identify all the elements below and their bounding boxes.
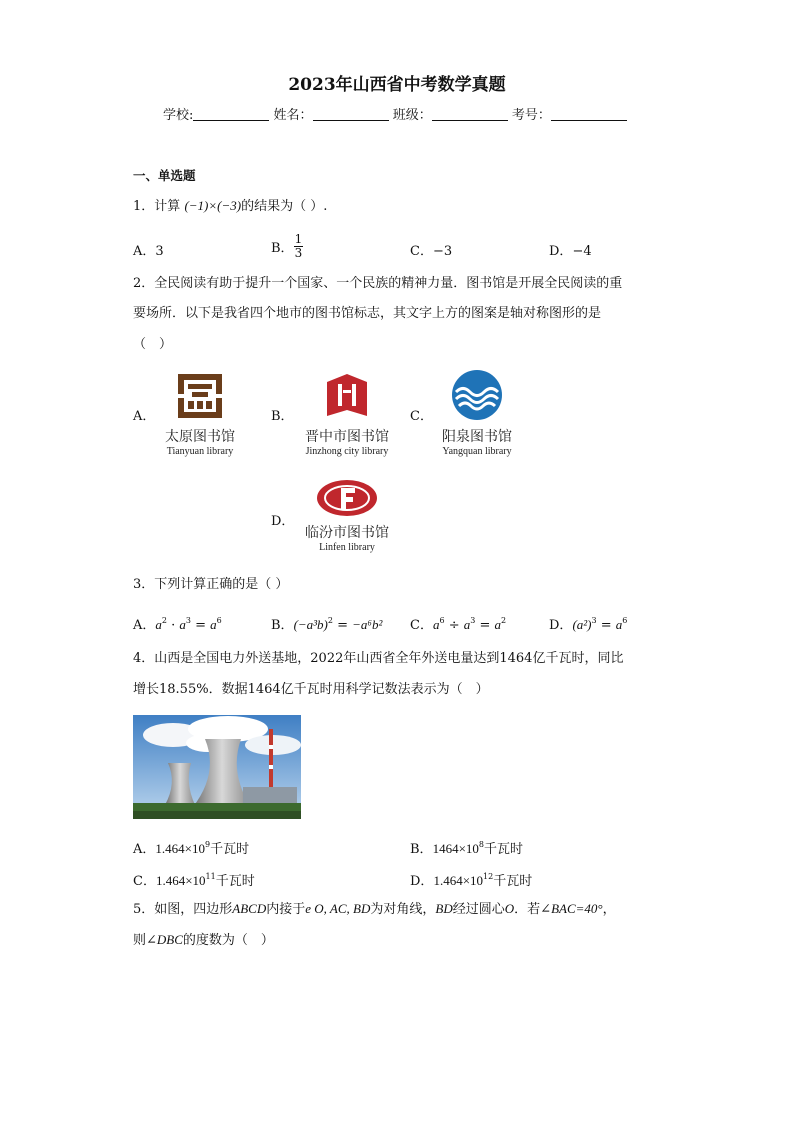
q1-number: 1．: [133, 199, 155, 214]
q3-option-d[interactable]: D．$(a^2)^3 = a^6$: [549, 616, 628, 633]
question-3: 3．下列计算正确的是（ ）: [133, 577, 289, 592]
q3-option-c[interactable]: C．$a^6 \div a^3 = a^2$: [410, 616, 507, 633]
section-heading: 一、单选题: [133, 168, 196, 183]
tianyuan-name-cn: 太原图书馆: [165, 429, 235, 445]
fraction: $\frac{1}{3}$: [294, 232, 303, 260]
q3-option-a[interactable]: A．$a^2 \cdot a^3 = a^6$: [133, 616, 222, 633]
q4-option-b[interactable]: B．$1464\times 10^8$千瓦时: [410, 840, 524, 857]
linfen-name-en: Linfen library: [319, 542, 375, 553]
q1-option-c[interactable]: C．−3: [410, 244, 453, 259]
q5-line-2: 则∠DBC的度数为（ ）: [133, 932, 274, 948]
exam-no-blank[interactable]: [551, 107, 627, 121]
q5-line-1: 5．如图，四边形ABCD内接于e O, AC, BD为对角线，BD经过圆心O．若∠BAC=40°，: [133, 901, 616, 917]
q1-prefix: 计算: [154, 199, 181, 214]
q4-line-2: 增长18.55%．数据1464亿千瓦时用科学记数法表示为（ ）: [133, 682, 489, 697]
q2-option-c-label[interactable]: C．: [410, 409, 433, 424]
yangquan-logo-icon: [450, 368, 504, 422]
q2-line-1: 2．全民阅读有助于提升一个国家、一个民族的精神力量．图书馆是开展全民阅读的重: [133, 276, 623, 291]
student-info-line: [163, 104, 627, 123]
q1-expression: (−1)×(−3): [184, 198, 242, 213]
name-label: 姓名：: [273, 108, 313, 123]
question-1: [133, 198, 327, 215]
q2-line-2: 要场所．以下是我省四个地市的图书馆标志，其文字上方的图案是轴对称图形的是: [133, 306, 602, 321]
q2-option-d[interactable]: [294, 478, 400, 553]
jinzhong-name-cn: 晋中市图书馆: [305, 429, 389, 445]
exam-no-label: 考号：: [511, 108, 551, 123]
q2-option-a-label[interactable]: A．: [133, 409, 156, 424]
q1-option-d[interactable]: D．−4: [549, 244, 592, 259]
q2-option-c[interactable]: [433, 368, 521, 457]
q1-suffix: 的结果为（ ）.: [241, 199, 328, 214]
q2-option-d-label[interactable]: D．: [271, 514, 295, 529]
jinzhong-name-en: Jinzhong city library: [305, 446, 389, 457]
cooling-towers-photo: [133, 715, 301, 819]
class-blank[interactable]: [432, 107, 508, 121]
yangquan-name-cn: 阳泉图书馆: [442, 429, 512, 445]
school-label: 学校:: [163, 108, 194, 123]
tianyuan-logo-icon: [174, 370, 226, 422]
q2-option-b[interactable]: [294, 370, 400, 457]
school-blank[interactable]: [193, 107, 269, 121]
q2-option-a[interactable]: [156, 370, 244, 457]
q4-option-d[interactable]: D．$1.464\times 10^{12}$千瓦时: [410, 872, 533, 889]
q2-line-3: （ ）: [133, 337, 173, 352]
linfen-logo-icon: [315, 478, 379, 518]
yangquan-name-en: Yangquan library: [442, 446, 512, 457]
class-label: 班级：: [392, 108, 432, 123]
page-title: 2023年山西省中考数学真题: [288, 75, 506, 95]
linfen-name-cn: 临汾市图书馆: [305, 525, 389, 541]
q3-option-b[interactable]: B．$(-a^3b)^2 = -a^6b^2$: [271, 616, 383, 633]
tianyuan-name-en: Tianyuan library: [166, 446, 234, 457]
q4-option-a[interactable]: A．$1.464\times 10^9$千瓦时: [133, 840, 250, 857]
q2-option-b-label[interactable]: B．: [271, 409, 294, 424]
jinzhong-logo-icon: [321, 370, 373, 422]
q4-line-1: 4．山西是全国电力外送基地，2022年山西省全年外送电量达到1464亿千瓦时，同比: [133, 651, 624, 666]
q4-option-c[interactable]: C．$1.464\times 10^{11}$千瓦时: [133, 872, 255, 889]
q1-option-b[interactable]: B． $\frac{1}{3}$: [271, 232, 303, 260]
name-blank[interactable]: [313, 107, 389, 121]
q1-option-a[interactable]: A．3: [133, 244, 164, 259]
